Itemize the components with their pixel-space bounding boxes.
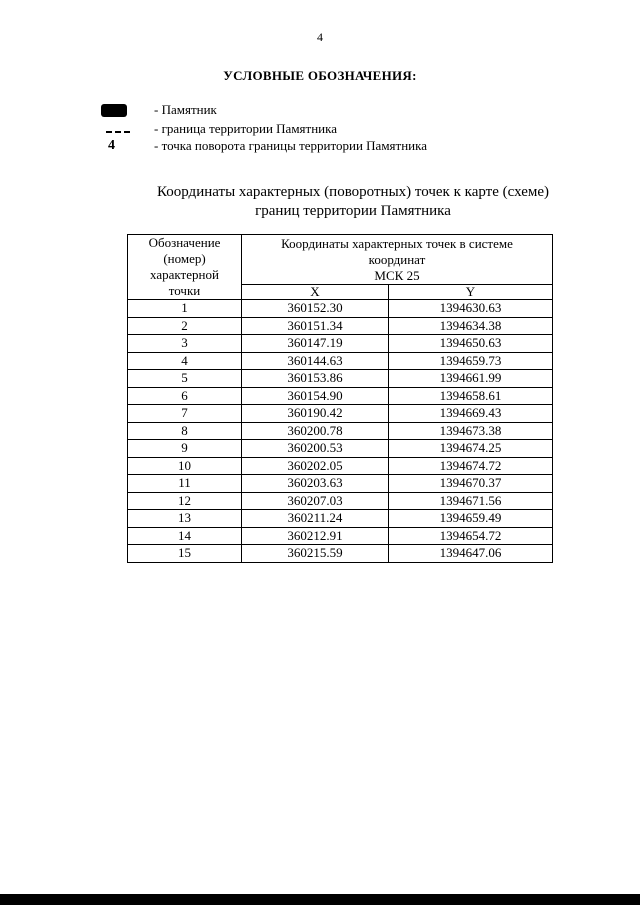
cell-y: 1394658.61 [388,387,552,405]
cell-x: 360153.86 [242,370,389,388]
cell-x: 360190.42 [242,405,389,423]
header-coordinate-system [242,235,553,285]
cell-x: 360144.63 [242,352,389,370]
table-row [128,405,553,423]
cell-x: 360207.03 [242,492,389,510]
cell-x: 360202.05 [242,457,389,475]
cell-y: 1394674.72 [388,457,552,475]
cell-point-number: 13 [128,510,242,528]
table-row [128,457,553,475]
cell-point-number: 5 [128,370,242,388]
table-row [128,352,553,370]
monument-block-icon [100,102,130,118]
cell-point-number: 4 [128,352,242,370]
cell-y: 1394647.06 [388,545,552,563]
cell-x: 360151.34 [242,317,389,335]
cell-y: 1394674.25 [388,440,552,458]
cell-point-number: 14 [128,527,242,545]
cell-point-number: 6 [128,387,242,405]
cell-x: 360203.63 [242,475,389,493]
coords-title [0,183,640,221]
table-row [128,317,553,335]
cell-y: 1394630.63 [388,300,552,318]
point-number-icon [100,138,130,154]
cell-x: 360212.91 [242,527,389,545]
cell-point-number: 15 [128,545,242,563]
dashed-line-icon [100,121,130,137]
table-row [128,300,553,318]
cell-x: 360147.19 [242,335,389,353]
legend-item-boundary [100,121,337,137]
header-point-id-line: характерной [150,267,219,282]
table-row [128,510,553,528]
cell-point-number: 10 [128,457,242,475]
cell-point-number: 2 [128,317,242,335]
header-system-line: МСК 25 [374,267,420,283]
table-row [128,387,553,405]
coordinates-table [127,234,553,563]
cell-x: 360152.30 [242,300,389,318]
table-row [128,545,553,563]
cell-point-number: 11 [128,475,242,493]
cell-point-number: 8 [128,422,242,440]
cell-y: 1394654.72 [388,527,552,545]
cell-point-number: 12 [128,492,242,510]
table-row [128,492,553,510]
cell-x: 360154.90 [242,387,389,405]
table-row [128,422,553,440]
cell-x: 360211.24 [242,510,389,528]
cell-y: 1394634.38 [388,317,552,335]
header-point-id [128,235,242,300]
cell-y: 1394673.38 [388,422,552,440]
table-row [128,475,553,493]
cell-point-number: 1 [128,300,242,318]
table-row [128,527,553,545]
legend-item-monument [100,102,217,118]
cell-y: 1394671.56 [388,492,552,510]
header-system-line: координат [368,251,426,267]
header-y: Y [388,285,552,300]
cell-y: 1394659.49 [388,510,552,528]
cell-x: 360200.53 [242,440,389,458]
scan-bottom-edge [0,894,640,905]
table-row [128,370,553,388]
header-x: X [242,285,389,300]
cell-point-number: 9 [128,440,242,458]
legend-item-turn-point [100,138,427,154]
coords-title-line: Координаты характерных (поворотных) точек к карте (схеме) [157,184,549,200]
cell-x: 360215.59 [242,545,389,563]
cell-point-number: 7 [128,405,242,423]
cell-y: 1394661.99 [388,370,552,388]
header-point-id-line: (номер) [163,251,206,266]
table-row [128,440,553,458]
legend-heading: УСЛОВНЫЕ ОБОЗНАЧЕНИЯ: [223,68,417,83]
legend-label: - Памятник [154,102,217,117]
cell-point-number: 3 [128,335,242,353]
coords-title-line: границ территории Памятника [255,203,451,219]
cell-y: 1394669.43 [388,405,552,423]
legend-label: - граница территории Памятника [154,121,338,136]
header-system-line: Координаты характерных точек в системе [281,235,513,251]
cell-y: 1394650.63 [388,335,552,353]
point-number-symbol: 4 [108,138,115,153]
table-row [128,335,553,353]
cell-y: 1394659.73 [388,352,552,370]
cell-x: 360200.78 [242,422,389,440]
header-point-id-line: Обозначение [148,235,221,250]
header-point-id-line: точки [168,283,201,298]
cell-y: 1394670.37 [388,475,552,493]
page-number: 4 [317,30,323,44]
legend-label: - точка поворота границы территории Памятника [154,138,428,153]
